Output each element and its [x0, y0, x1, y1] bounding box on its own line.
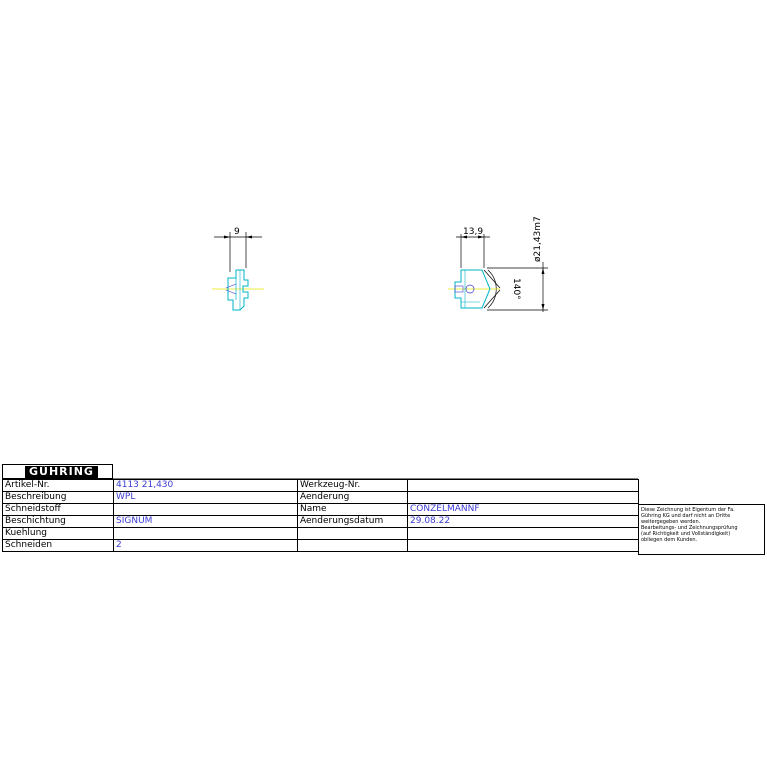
label-cell: Artikel-Nr. — [3, 480, 114, 492]
company-logo — [2, 464, 113, 479]
value-cell: SIGNUM — [114, 516, 298, 528]
left-view — [212, 227, 264, 310]
notice-line: Gühring KG und darf nicht an Dritte — [641, 513, 731, 519]
table-row — [3, 480, 639, 492]
notice-line: weitergegeben werden. — [641, 519, 701, 525]
right-view — [448, 216, 548, 312]
diameter-dimension-label: ø21,43m7 — [533, 216, 543, 262]
label-cell — [298, 540, 408, 552]
value-cell — [408, 480, 639, 492]
copyright-notice — [638, 504, 765, 555]
title-block-table — [2, 479, 639, 552]
value-cell: 2 — [114, 540, 298, 552]
logo-text: GÜHRING — [25, 466, 98, 478]
table-row — [3, 492, 639, 504]
arrow-head — [542, 268, 545, 274]
value-cell: WPL — [114, 492, 298, 504]
label-cell: Kuehlung — [3, 528, 114, 540]
notice-line: obliegen dem Kunden. — [641, 537, 698, 543]
arrow-head — [542, 304, 545, 310]
label-cell: Werkzeug-Nr. — [298, 480, 408, 492]
table-row — [3, 504, 639, 516]
table-row — [3, 540, 639, 552]
length-dimension-label: 13,9 — [463, 227, 484, 237]
label-cell — [298, 528, 408, 540]
arrow-head — [246, 236, 252, 239]
angle-dimension-label: 140° — [511, 278, 521, 300]
notice-line: (auf Richtigkeit und Vollständigkeit) — [641, 531, 731, 537]
width-dimension-label: 9 — [234, 227, 240, 237]
insert-side-outline — [228, 270, 248, 310]
arrow-head — [224, 236, 230, 239]
label-cell: Name — [298, 504, 408, 516]
notice-line: Bearbeitungs- und Zeichnungsprüfung — [641, 525, 738, 531]
value-cell — [408, 528, 639, 540]
value-cell — [114, 528, 298, 540]
label-cell: Schneidstoff — [3, 504, 114, 516]
value-cell: 29.08.22 — [408, 516, 639, 528]
label-cell: Beschichtung — [3, 516, 114, 528]
table-row — [3, 528, 639, 540]
label-cell: Aenderung — [298, 492, 408, 504]
value-cell — [408, 492, 639, 504]
label-cell: Beschreibung — [3, 492, 114, 504]
table-row — [3, 516, 639, 528]
label-cell: Aenderungsdatum — [298, 516, 408, 528]
notice-line: Diese Zeichnung ist Eigentum der Fa. — [641, 507, 735, 513]
value-cell: CONZELMANNF — [408, 504, 639, 516]
angle-leg-bottom — [484, 290, 500, 308]
value-cell — [114, 504, 298, 516]
value-cell — [408, 540, 639, 552]
value-cell: 4113 21,430 — [114, 480, 298, 492]
angle-leg-top — [484, 270, 500, 288]
label-cell: Schneiden — [3, 540, 114, 552]
